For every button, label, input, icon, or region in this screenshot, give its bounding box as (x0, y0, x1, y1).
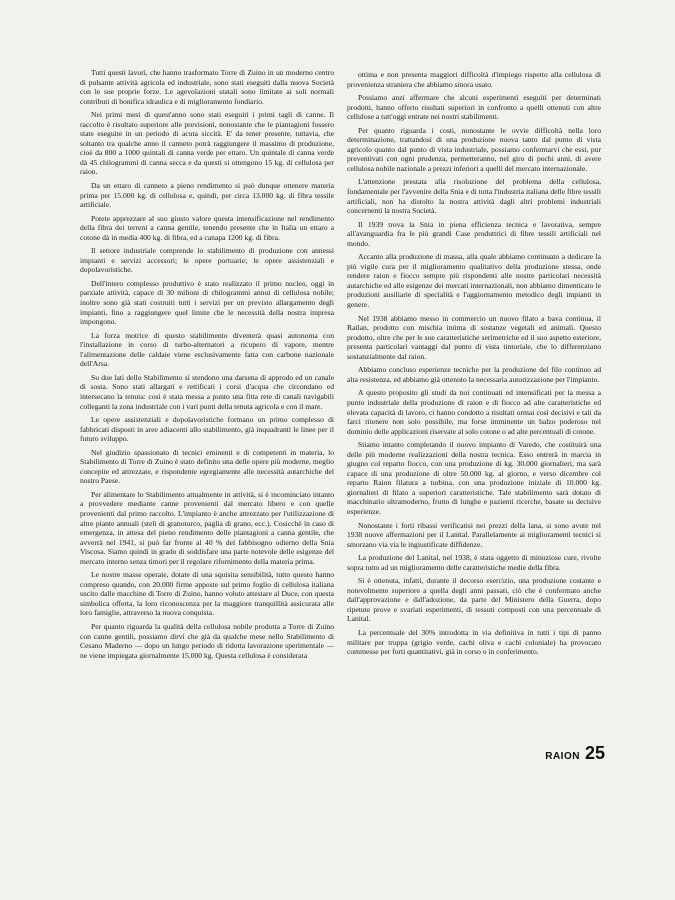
text-column-right (347, 70, 601, 661)
paragraph: Tutti questi lavori, che hanno trasformato Torre di Zuino in un moderno centro di pulsante attività agricola ed industriale, sono stati eseguiti dalla nuova Società con le sue proprie forze. Le agevolazioni statali sono limitate ai soli normali contributi di bonifica idraulica e di miglioramento fondiario. (80, 68, 334, 106)
paragraph: Per quanto riguarda la qualità della cellulosa nobile prodotta a Torre di Zuino con canne gentili, possiamo dirvi che già da qualche mese nello Stabilimento di Cesano Maderno — dopo un lungo periodo di ridotta lavorazione sperimentale — ne viene impiegata giornalmente 15.000 kg. Questa cellulosa è considerata (80, 621, 334, 660)
paragraph: Per quanto riguarda i costi, nonostante le ovvie difficoltà nella loro determinazione, trattandosi di una produzione nuova tanto dal punto di vista agricolo quanto dal punto di vista industriale, possiamo confermarvi che essi, pur preventivati con ogni prudenza, permetteranno, nel giro di pochi anni, di avere cellulosa nobile nazionale a prezzi inferiori a quelli del mercato internazionale. (347, 125, 601, 173)
paragraph: La produzione del Lanital, nel 1938, è stata oggetto di minuziose cure, rivolte sopra tutto ad un miglioramento delle caratteristiche medie della fibra. (347, 553, 601, 572)
paragraph: Le opere assistenziali e dopolavoristiche formano un primo complesso di fabbricati disposti in aree adiacenti allo stabilimento, già inquadranti le linee per il futuro sviluppo. (80, 415, 334, 444)
paragraph: Il settore industriale comprende lo stabilimento di produzione con annessi impianti e servizi accessori; le opere portuarie; le opere assistenziali e dopolavoristiche. (80, 246, 334, 275)
paragraph: La forza motrice di questo stabilimento diventerà quasi autonoma con l'installazione in corso di turbo-alternatori a ricupero di vapore, mentre l'alimentazione delle caldaie viene esclusivamente fatta con carbone nazionale dell'Arsa. (80, 330, 334, 369)
magazine-name: RAION (545, 751, 580, 762)
paragraph: Nonostante i forti ribassi verificatisi nei prezzi della lana, si sono avute nel 1938 nuove affermazioni per il Lanital. Parallelamente ai miglioramenti tecnici si smorzano via via le ingiustificate diffidenze. (347, 520, 601, 549)
paragraph: Abbiamo concluso esperienze tecniche per la produzione del filo continuo ad alta resistenza, ed abbiamo già ottenuto la necessaria autorizzazione per l'impianto. (347, 365, 601, 384)
page-number: 25 (584, 743, 605, 763)
paragraph: Dell'intero complesso produttivo è stato realizzato il primo nucleo, oggi in parziale attività, capace di 30 milioni di chilogrammi annui di cellulosa nobile; inoltre sono già stati costruiti tutti i servizi per un previsto allargamento degli impianti, fino a raggiungere quel limite che le necessità della nostra impresa impongono. (80, 278, 334, 327)
paragraph: Si è ottenuta, infatti, durante il decorso esercizio, una produzione costante e notevolmente superiore a quella degli anni passati, ciò che è confermato anche dall'approvazione e dall'adozione, da parte del Ministero della Guerra, dopo ripetute prove e svariati esperimenti, di tessuti composti con una percentuale di Lanital. (347, 576, 601, 624)
paragraph: A questo proposito gli studi da noi continuati ed intensificati per la messa a punto industriale della produzione di raion e di fiocco ad alte caratteristiche ed elevata capacità di lavoro, ci hanno condotto a risultati ormai così decisivi e tali da farci ritenere non solo possibile, ma forse imminente un balzo poderoso nel dominio delle applicazioni riservate al solo cotone o ad alte percentuali di cotone. (347, 388, 601, 436)
page-footer (545, 743, 605, 764)
paragraph: Su due lati dello Stabilimento si stendono una darsena di approdo ed un canale di sosta. Sono stati allargati e rettificati i corsi d'acqua che circondano ed intersecano la tenuta: così è stata messa a punto una fitta rete di canali navigabili colleganti la zona industriale con i vari punti della tenuta agricola e con il mare. (80, 372, 334, 411)
paragraph: Potete apprezzare al suo giusto valore questa intensificazione nel rendimento della fibra dei terreni a canna gentile, tenendo presente che in Italia un ettaro a cotone dà in media 400 kg. di fibra, ed a canapa 1200 kg. di fibra. (80, 213, 334, 242)
paragraph: La percentuale del 30% introdotta in via definitiva in tutti i tipi di panno militare per truppa (grigio verde, cachi oliva e cachi coloniale) ha provocato commesse per forti quantitativi, già in corso o in conferimento. (347, 627, 601, 657)
paragraph: L'attenzione prestata alla risoluzione del problema della cellulosa, fondamentale per l'avvenire della Snia e di tutta l'industria italiana delle fibre tessili artificiali, non ha distolto la nostra attività dagli altri problemi industriali concernenti la nostra Società. (347, 177, 601, 216)
text-column-left (80, 68, 334, 664)
paragraph: Accanto alla produzione di massa, alla quale abbiamo continuato a dedicare la più vigile cura per il miglioramento qualitativo della produzione stessa, onde rendere raion e fiocco sempre più rispondenti alle nostre particolari necessità autarchiche ed alle esigenze dei mercati internazionali, non abbiamo dimenticato le produzioni ausiliarie di specialità e l'aggiornamento metodico degli impianti in genere. (347, 252, 601, 310)
paragraph: Nel giudizio spassionato di tecnici eminenti e di competenti in materia, lo Stabilimento di Torre di Zuino è stato definito una delle opere più moderne, meglio concepite ed attrezzate, e rispondente egregiamente alle necessità autarchiche del nostro Paese. (80, 447, 334, 486)
paragraph: Da un ettaro di canneto a pieno rendimento si può dunque ottenere materia prima per 15.000 kg. di cellulosa e, quindi, per circa 13.000 kg. di fibra tessile artificiale. (80, 181, 334, 210)
paragraph: Le nostre masse operaie, dotate di una squisita sensibilità, tutto questo hanno compreso quando, con 20.000 firme apposte sul primo foglio di cellulosa italiana uscito dalle macchine di Torre di Zuino, hanno voluto attestare al Duce, con questa simbolica offerta, la loro riconoscenza per la maggiore tranquillità assicurata alle loro famiglie, attraverso la nuova conquista. (80, 570, 334, 618)
paragraph: Nei primi mesi di quest'anno sono stati eseguiti i primi tagli di canne. Il raccolto è risultato superiore alle previsioni, nonostante che le piantagioni fossero state eseguite in un periodo di acuta siccità. E' da tener presente, tuttavia, che soltanto tra qualche anno il canneto potrà raggiungere il massimo di produzione, cioè da 800 a 1000 quintali di canna verde per ettaro. Un quintale di canna verde dà 45 chilogrammi di canna secca e da questi si ottengono 15 kg. di cellulosa per raion. (80, 110, 334, 177)
paragraph: Nel 1938 abbiamo messo in commercio un nuovo filato a bava continua, il Railan, prodotto con mischia intima di sostanze vegetali ed animali. Questo prodotto, oltre che per le sue caratteristiche serimetriche ed il suo aspetto esteriore, presenta particolari vantaggi dal punto di vista tintoriale, che lo differenziano sostanzialmente dal raion. (347, 313, 601, 361)
paragraph: Per alimentare lo Stabilimento attualmente in attività, si è incominciato intanto a provvedere mediante canne provenienti dal mercato libero e con quelle provenienti dal primo raccolto. L'impianto è anche attrezzato per l'utilizzazione di altre piante annuali (steli di granoturco, paglia di grano, ecc.). Cosicchè in caso di emergenza, in attesa del pieno rendimento delle piantagioni a canna gentile, che avverrà nel 1941, si può far fronte al 40 % del fabbisogno odierno della Snia Viscosa. Siamo quindi in grado di soddisfare una parte notevole delle esigenze del mercato interno senza timori per il regolare rifornimento della materia prima. (80, 489, 334, 566)
paragraph: Possiamo anzi affermare che alcuni esperimenti eseguiti per determinati prodotti, hanno offerto risultati superiori in confronto a quelli ottenuti con altre cellulose a tutt'oggi entrate nei nostri stabilimenti. (347, 93, 601, 122)
paragraph: Stiamo intanto completando il nuovo impianto di Varedo, che costituirà una delle più moderne realizzazioni della nostra tecnica. Esso entrerà in marcia in giugno col reparto fiocco, con una produzione di kg. 30.000 giornalieri, ma sarà capace di una produzione di oltre 50.000 kg. al giorno, e verso dicembre col reparto Raion filatura a turbina, con una produzione iniziale di 10.000 kg. giornalieri di filato a superiori caratteristiche. Tale stabilimento sarà dotato di macchinario ultramoderno, frutto di lunghe e pazienti ricerche, basate su decisive esperienze. (347, 440, 601, 516)
paragraph: ottima e non presenta maggiori difficoltà d'impiego rispetto alla cellulosa di provenienza straniera che abbiamo sinora usato. (347, 70, 601, 89)
paragraph: Il 1939 trova la Snia in piena efficienza tecnica e lavorativa, sempre all'avanguardia fra le più grandi Case produttrici di fibre tessili artificiali nel mondo. (347, 219, 601, 248)
